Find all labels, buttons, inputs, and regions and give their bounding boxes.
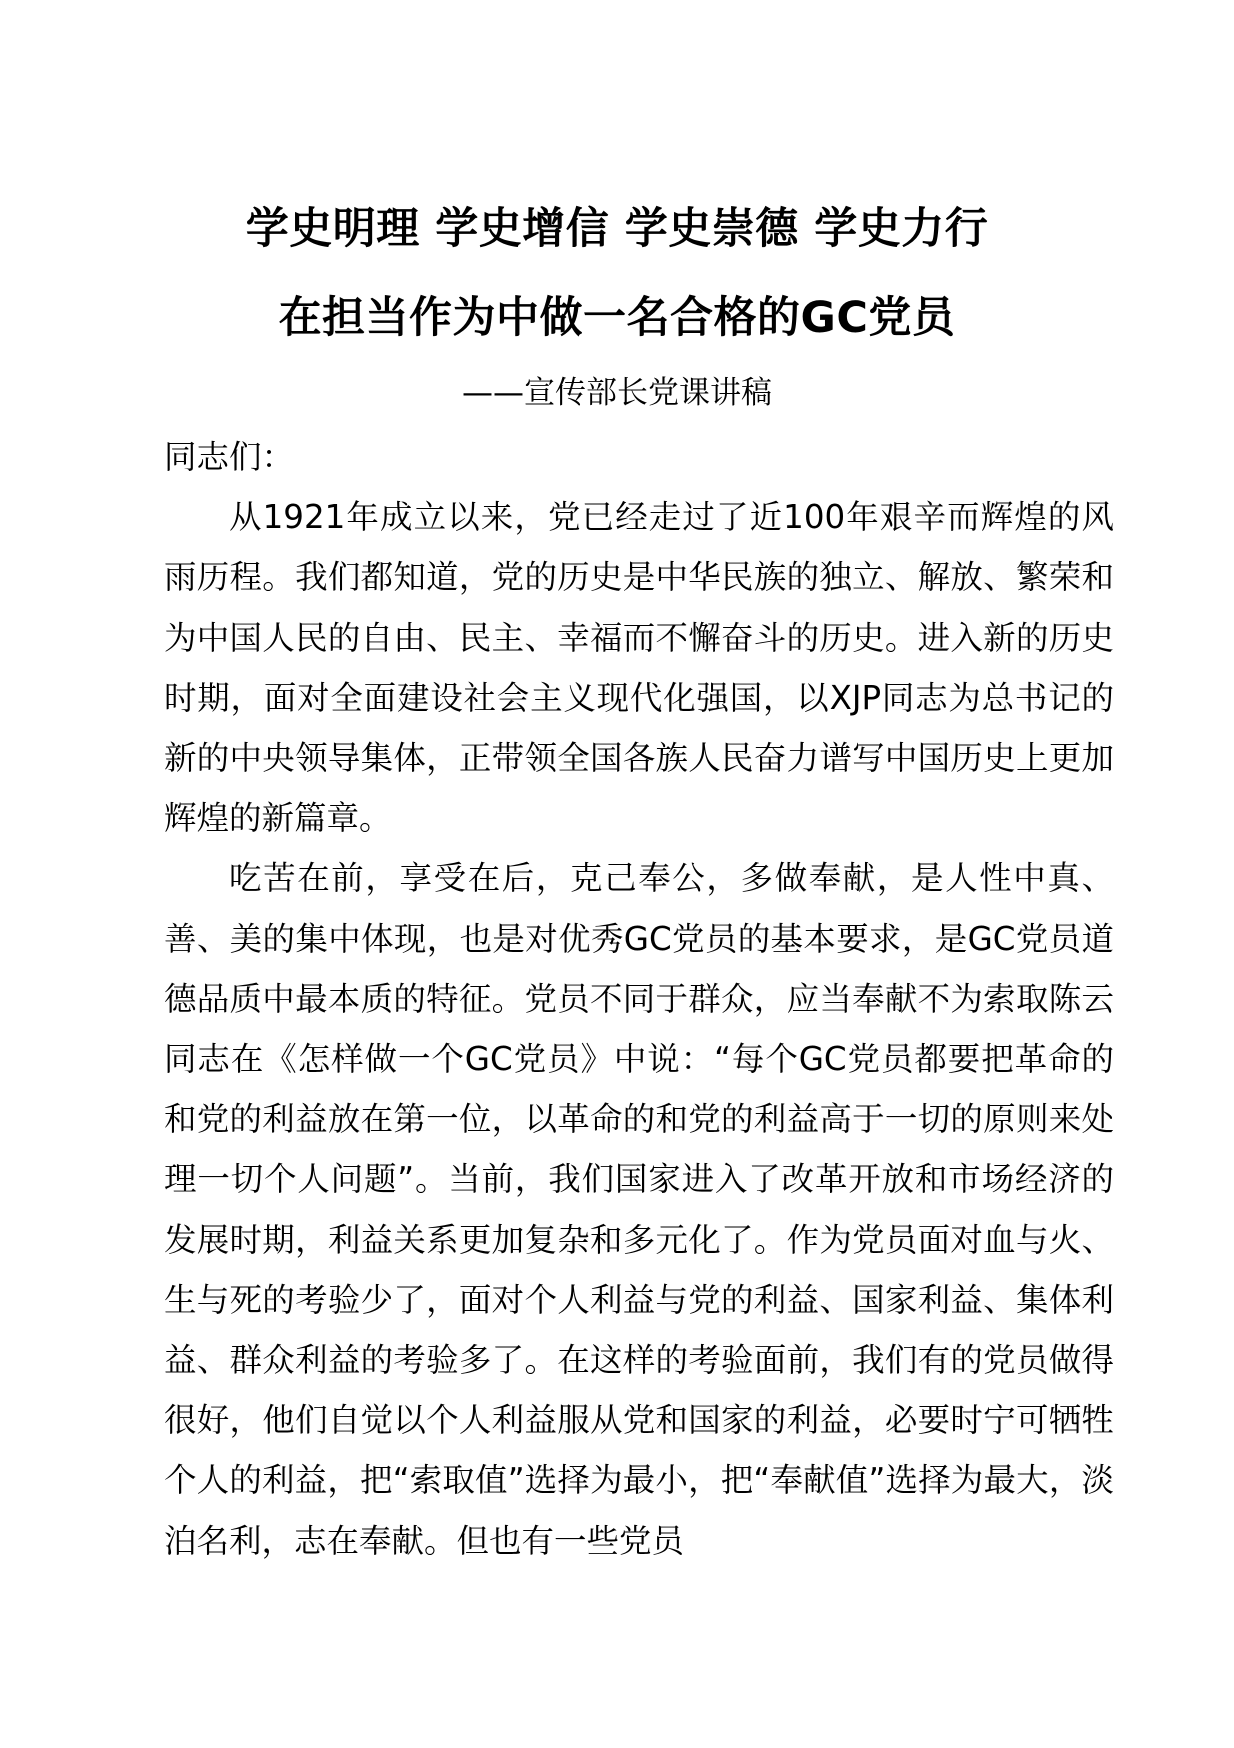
paragraph-2: 吃苦在前，享受在后，克己奉公，多做奉献，是人性中真、善、美的集中体现，也是对优秀GC党员的基本要求，是GC党员道德品质中最本质的特征。党员不同于群众，应当奉献不为索取陈云同志在《怎样做一个GC党员》中说：“每个GC党员都要把革命的和党的利益放在第一位，以革命的和党的利益高于一切的原则来处理一切个人问题”。当前，我们国家进入了改革开放和市场经济的发展时期，利益关系更加复杂和多元化了。作为党员面对血与火、生与死的考验少了，面对个人利益与党的利益、国家利益、集体利益、群众利益的考验多了。在这样的考验面前，我们有的党员做得很好，他们自觉以个人利益服从党和国家的利益，必要时宁可牺牲个人的利益，把“索取值”选择为最小，把“奉献值”选择为最大，淡泊名利，志在奉献。但也有一些党员	[164, 859, 1114, 1560]
paragraph-1: 从1921年成立以来，党已经走过了近100年艰辛而辉煌的风雨历程。我们都知道，党的历史是中华民族的独立、解放、繁荣和为中国人民的自由、民主、幸福而不懈奋斗的历史。进入新的历史时期，面对全面建设社会主义现代化强国，以XJP同志为总书记的新的中央领导集体，正带领全国各族人民奋力谱写中国历史上更加辉煌的新篇章。	[164, 498, 1114, 838]
document-title-line-2: 在担当作为中做一名合格的GC党员	[278, 293, 956, 343]
document-title-line-1: 学史明理 学史增信 学史崇德 学史力行	[245, 204, 989, 254]
salutation: 同志们：	[164, 438, 295, 476]
document-subtitle: ——宣传部长党课讲稿	[462, 375, 772, 411]
document-body	[164, 427, 1114, 1571]
